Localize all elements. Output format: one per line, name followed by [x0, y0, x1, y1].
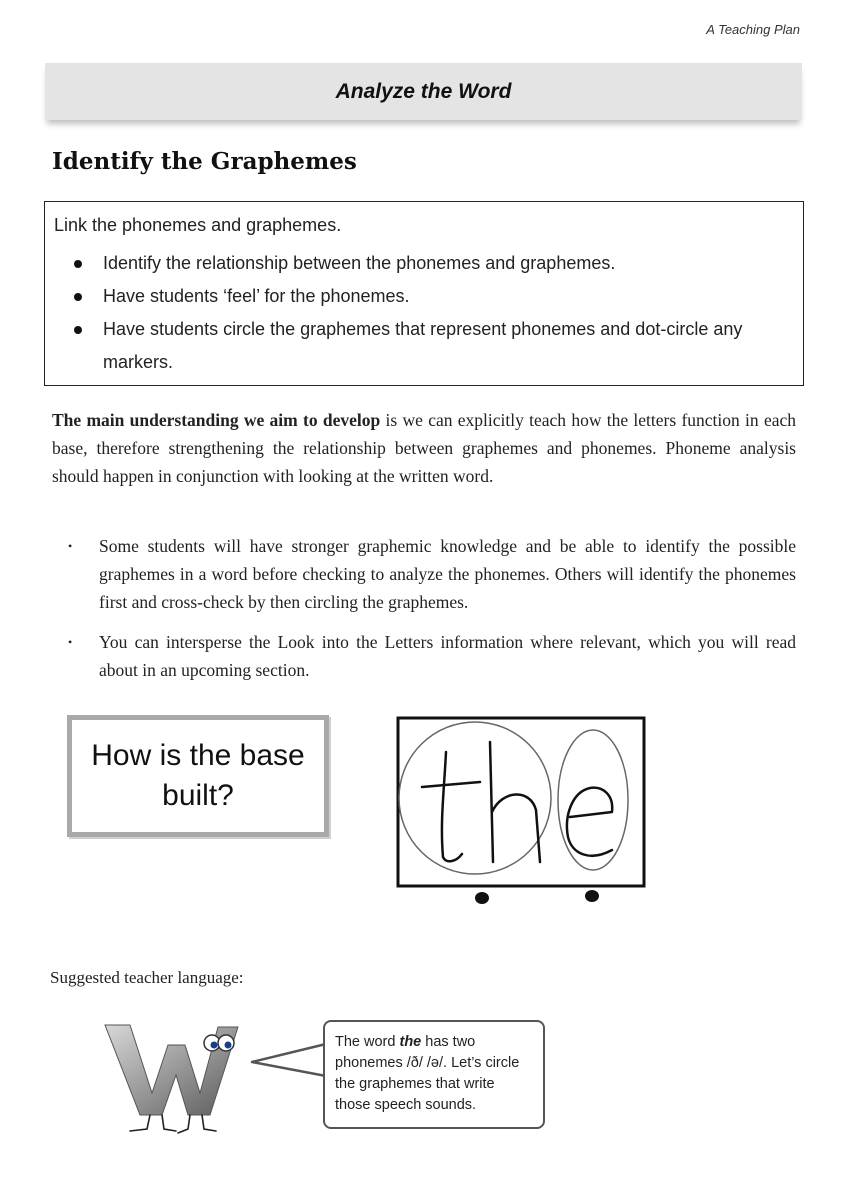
speech-bubble-tail — [250, 1040, 330, 1080]
bubble-word: the — [399, 1034, 422, 1050]
bubble-text-pre: The word — [335, 1034, 400, 1050]
marker-dot — [585, 890, 599, 902]
mascot-legs — [130, 1115, 216, 1133]
question-text: How is the base built? — [91, 739, 305, 812]
mascot-pupil-right — [225, 1042, 232, 1049]
bullet-item: • You can intersperse the Look into the Letters information where relevant, which you will read about in an upcoming section. — [52, 628, 796, 684]
mascot-pupil-left — [211, 1042, 218, 1049]
task-box — [44, 201, 804, 386]
task-list — [45, 247, 803, 379]
word-frame — [398, 718, 644, 886]
suggested-label: Suggested teacher language: — [50, 968, 244, 987]
bullet-list — [52, 532, 796, 696]
main-paragraph-text: is we can explicitly teach how the letters function in each base, therefore strengthening the relationship between graphemes and phonemes. Phoneme analysis should happen in conjunction with looking at the written word. — [52, 410, 797, 486]
running-header: A Teaching Plan — [706, 22, 800, 37]
question-card — [67, 715, 329, 837]
main-paragraph-lead: The main understanding we aim to develop — [52, 410, 381, 430]
w-mascot — [100, 1015, 250, 1140]
task-intro: Link the phonemes and graphemes. — [54, 215, 342, 235]
bullet-item: • Some students will have stronger graphemic knowledge and be able to identify the possible graphemes in a word before checking to analyze the phonemes. Others will identify the phonemes first and cross-check by then circling the graphemes. — [52, 532, 796, 616]
task-item: Have students circle the graphemes that represent phonemes and dot-circle any markers. — [45, 313, 803, 379]
banner-title: Analyze the Word — [335, 79, 512, 103]
title-banner — [45, 63, 802, 120]
bubble-text-post: has two phonemes /ð/ /ə/. Let’s circle the graphemes that write those speech sounds. — [335, 1034, 520, 1113]
section-heading: Identify the Graphemes — [52, 148, 357, 175]
main-paragraph — [52, 406, 796, 490]
task-item: Have students ‘feel’ for the phonemes. — [45, 280, 803, 313]
speech-bubble — [323, 1020, 545, 1129]
marker-dot — [475, 892, 489, 904]
word-analysis-diagram — [390, 712, 650, 912]
task-item: Identify the relationship between the phonemes and graphemes. — [45, 247, 803, 280]
